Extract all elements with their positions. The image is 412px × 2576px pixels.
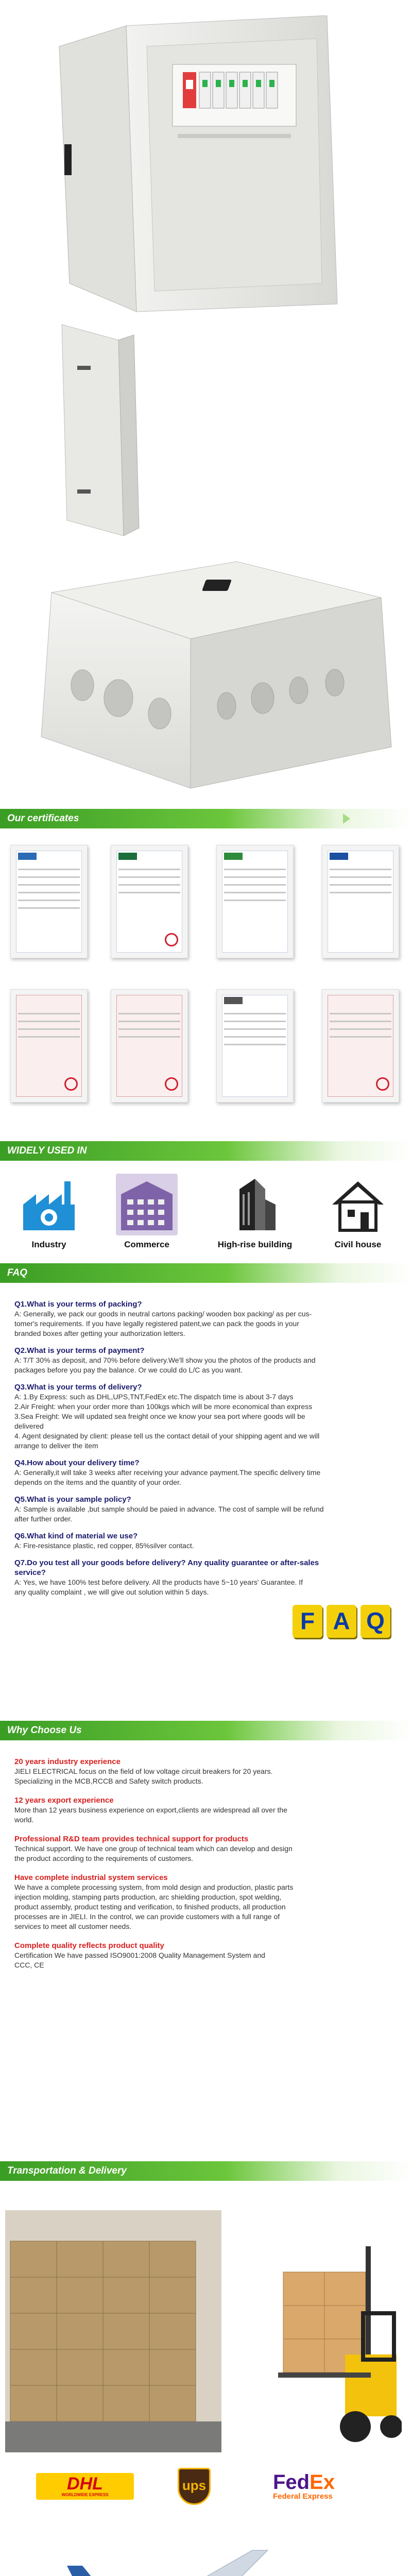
why-text: We have a complete processing system, from mold design and production, plastic parts injection molding, stamping parts production, arc shielding production, spot welding, product assembly, product testing and verification, to finished products, all production processes are in JIELI. In the control, we can provide customers with a full range of services to meet all customer needs. <box>14 1883 294 1930</box>
certificate-image <box>216 845 294 958</box>
faq-answer: A: T/T 30% as deposit, and 70% before delivery.We'll show you the photos of the products and packages before you pay the balance. Or we could do L/C as you want. <box>14 1356 316 1374</box>
certificate-image <box>111 845 188 958</box>
certificate-image <box>10 989 88 1103</box>
dhl-logo-subtext: WORLDWIDE EXPRESS <box>61 2493 109 2497</box>
use-industry <box>10 1174 88 1256</box>
certificate-image <box>216 989 294 1103</box>
faq-banner <box>0 1263 412 1283</box>
faq-item <box>14 1531 401 1551</box>
section-title: Why Choose Us <box>7 1725 82 1736</box>
why-item <box>14 1873 401 1931</box>
fedex-logo-ex: Ex <box>310 2471 335 2494</box>
why-heading: 12 years export experience <box>14 1796 114 1805</box>
forklift-image <box>268 2236 402 2452</box>
fedex-logo-fed: Fed <box>273 2471 310 2494</box>
dhl-logo <box>36 2473 134 2500</box>
why-text: Technical support. We have one group of technical team which can develop and design the product according to the requirements of customers. <box>14 1844 293 1862</box>
why-item <box>14 1757 401 1786</box>
transport-banner <box>0 2161 412 2181</box>
why-banner <box>0 1721 412 1740</box>
faq-logo <box>293 1605 396 1641</box>
used-in-list <box>0 1174 412 1256</box>
dhl-logo-text: DHL <box>67 2474 103 2494</box>
faq-question: Q3.What is your terms of delivery? <box>14 1383 142 1392</box>
certificate-image <box>10 845 88 958</box>
use-commerce <box>108 1174 185 1256</box>
why-item <box>14 1795 401 1825</box>
faq-question: Q2.What is your terms of payment? <box>14 1346 145 1355</box>
warehouse-cartons-image <box>5 2210 221 2452</box>
faq-answer: A: 1.By Express: such as DHL,UPS,TNT,FedEx etc.The dispatch time is about 3-7 days 2.Air Freight: when your order more than 100kgs which will be more economical than express 3.Sea Freight: We will updated sea freight once we know your sea port where goods will be delivered 4. Agent designated by client: please tell us the contact detail of your shipping agent and we will arrange to deliver the item <box>14 1393 320 1450</box>
why-heading: Complete quality reflects product quality <box>14 1941 164 1950</box>
section-title: Transportation & Delivery <box>7 2165 127 2176</box>
faq-question: Q6.What kind of material we use? <box>14 1532 138 1540</box>
section-title: Our certificates <box>7 813 79 824</box>
why-text: More than 12 years business experience on export,clients are widespread all over the world. <box>14 1806 287 1824</box>
faq-answer: A: Fire-resistance plastic, red copper, 85%silver contact. <box>14 1541 194 1550</box>
why-text: Certification We have passed ISO9001:2008 Quality Management System and CCC, CE <box>14 1951 265 1969</box>
certificate-image <box>322 845 399 958</box>
faq-logo-letter: Q <box>360 1605 390 1638</box>
why-list <box>14 1748 401 1970</box>
use-label: Civil house <box>334 1240 382 1249</box>
distribution-box-open-image <box>49 15 358 314</box>
why-heading: 20 years industry experience <box>14 1757 121 1766</box>
transport-images <box>0 2190 412 2576</box>
faq-question: Q4.How about your delivery time? <box>14 1459 140 1467</box>
faq-logo-letter: F <box>293 1605 322 1638</box>
distribution-box-side-image <box>41 319 149 541</box>
faq-list <box>14 1292 401 1597</box>
faq-logo-letter: A <box>327 1605 356 1638</box>
fedex-logo <box>273 2471 376 2502</box>
carrier-logos <box>31 2468 381 2504</box>
product-gallery <box>0 0 412 801</box>
faq-answer: A: Yes, we have 100% test before delivery. All the products have 5~10 years' Guarantee. If any quality complaint , we will give out solution within 5 days. <box>14 1578 303 1596</box>
used-in-banner <box>0 1141 412 1161</box>
certificate-image <box>111 989 188 1103</box>
why-text: JIELI ELECTRICAL focus on the field of low voltage circuit breakers for 20 years. Specializing in the MCB,RCCB and Safety switch products. <box>14 1767 273 1785</box>
section-title: WIDELY USED IN <box>7 1145 87 1156</box>
faq-item <box>14 1558 401 1597</box>
faq-answer: A: Sample is available ,but sample should be paied in advance. The cost of sample will be refund after further order. <box>14 1505 324 1523</box>
section-title: FAQ <box>7 1267 28 1278</box>
why-item <box>14 1834 401 1863</box>
certificates-banner <box>0 809 412 828</box>
factory-icon <box>18 1174 80 1235</box>
house-icon <box>327 1174 389 1235</box>
faq-question: Q5.What is your sample policy? <box>14 1495 131 1504</box>
why-item <box>14 1941 401 1970</box>
why-heading: Professional R&D team provides technical support for products <box>14 1835 249 1843</box>
faq-question: Q7.Do you test all your goods before delivery? Any quality guarantee or after-sales service? <box>14 1558 319 1577</box>
faq-item <box>14 1458 401 1487</box>
why-heading: Have complete industrial system services <box>14 1873 168 1882</box>
faq-item <box>14 1299 401 1338</box>
certificates-grid <box>0 835 412 1123</box>
distribution-box-closed-image <box>10 551 402 793</box>
airplane-image <box>10 2519 402 2576</box>
commerce-building-icon <box>116 1174 178 1235</box>
faq-answer: A: Generally,it will take 3 weeks after receiving your advance payment.The specific delivery time depends on the items and the quantity of your order. <box>14 1468 321 1486</box>
arrow-icon <box>343 814 350 824</box>
use-label: High-rise building <box>217 1240 293 1249</box>
use-label: Industry <box>31 1240 66 1249</box>
fedex-logo-subtext: Federal Express <box>273 2492 333 2501</box>
skyscraper-icon <box>224 1174 286 1235</box>
faq-item <box>14 1346 401 1375</box>
faq-item <box>14 1382 401 1451</box>
faq-item <box>14 1495 401 1524</box>
faq-question: Q1.What is your terms of packing? <box>14 1300 142 1309</box>
ups-logo <box>178 2468 211 2505</box>
use-civil-house <box>319 1174 397 1256</box>
use-label: Commerce <box>124 1240 169 1249</box>
certificate-image <box>322 989 399 1103</box>
use-high-rise <box>216 1174 294 1256</box>
faq-answer: A: Generally, we pack our goods in neutral cartons packing/ wooden box packing/ as per cus- tomer's requirements. If you have legally registered patent,we can pack the goods in your branded boxes after getting your authorization letters. <box>14 1310 312 1337</box>
ups-logo-text: ups <box>182 2478 207 2493</box>
